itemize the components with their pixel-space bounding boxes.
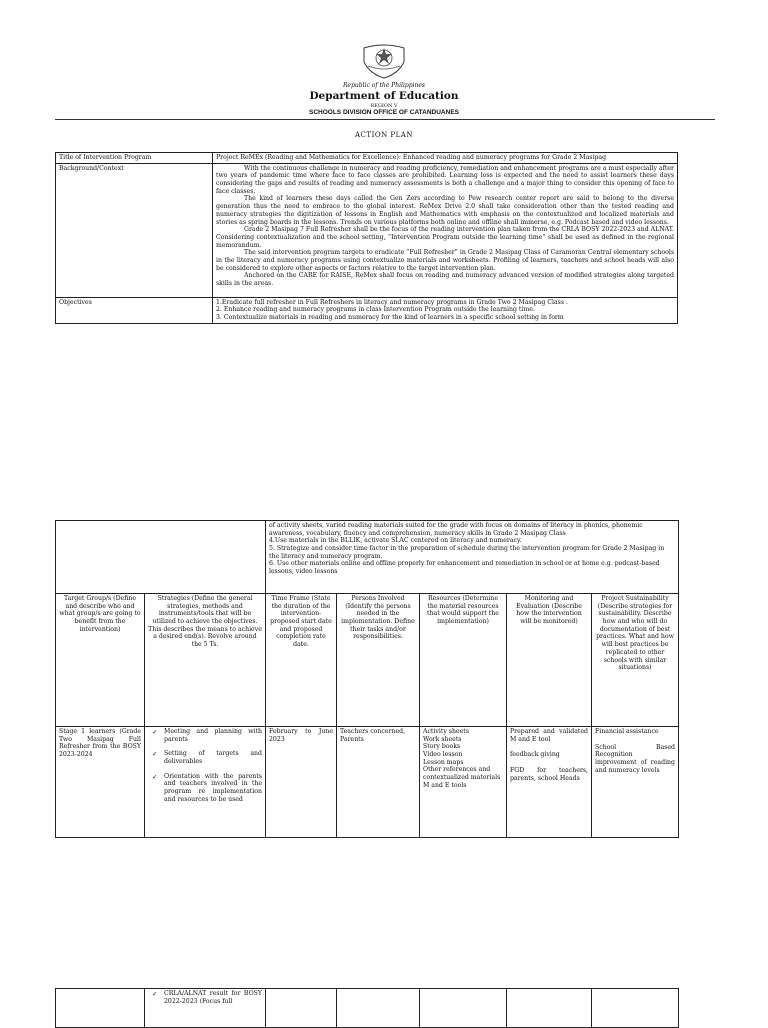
background-label: Background/Context <box>56 163 213 297</box>
empty-cell <box>56 989 145 1028</box>
background-paragraph: Grade 2 Masipag 7 Full Refresher shall be the focus of the reading intervention plan taken from the CRLA BOSY 2022-2023 and ALNAT. Considering contextualization and the school setting, “Intervention Program outside the learning time” shall be used as defined in the regional memorandum. <box>216 226 674 249</box>
table-row <box>56 521 679 594</box>
department-name: Department of Education <box>309 90 459 102</box>
division-name: SCHOOLS DIVISION OFFICE OF CATANDUANES <box>309 109 459 116</box>
resources-cell <box>420 727 507 838</box>
background-value <box>213 163 678 297</box>
col-strategies: Strategies (Define the general strategies, methods and instruments/tools that will be utilized to achieve the objectives. This describes the means to achieve a desired end(s). Revolve around the 5 Ts. <box>145 594 266 727</box>
region-line: REGION V <box>370 103 398 109</box>
monitoring-line: FGD for teachers, parents, school Heads <box>510 767 588 782</box>
objectives-continuation <box>266 521 679 594</box>
strategies-cell <box>145 727 266 838</box>
strategy-item: ✓ Orientation with the parents and teachers involved in the program re implementation and resources to be used <box>148 773 262 804</box>
empty-cell <box>420 989 507 1028</box>
objectives-value <box>213 297 678 323</box>
resource-line: Work sheets <box>423 735 462 743</box>
strategies-cell <box>145 989 266 1028</box>
table-row <box>56 153 678 164</box>
resource-line: M and E tools <box>423 781 467 789</box>
resource-line: Video lesson <box>423 751 463 759</box>
plan-summary-table <box>55 152 678 324</box>
column-header-row <box>56 594 679 727</box>
monitoring-cell <box>507 727 592 838</box>
person-line: Teachers concerned, <box>340 728 406 735</box>
background-paragraph: The said intervention program targets to eradicate “Full Refresher” in Grade 2 Masipag Class of Caramoran Central elementary schools in the literacy and numeracy programs using contextualize materials and worksheets. Profiling of learners, teachers and school heads will also be considered to explore other aspects or factors relative to the target intervention plan. <box>216 249 674 272</box>
header-divider <box>55 119 715 120</box>
person-line: Parents <box>340 735 364 743</box>
republic-line: Republic of the Philippines <box>343 82 425 89</box>
background-paragraph: Anchored on the CARE for RAISE, ReMex shall focus on reading and numeracy advanced version of modified strategies along targeted skills in the areas. <box>216 272 674 287</box>
continuation-line: of activity sheets, varied reading materials suited for the grade with focus on domains of literacy in phonics, phonemic awareness, vocabulary, fluency and comprehension, numeracy skills in Grade 2 Masipag Class <box>269 522 643 537</box>
objective-item: 3. Contextualize materials in reading and numeracy for the kind of learners in a specific school setting in form <box>216 314 564 322</box>
empty-cell <box>266 989 337 1028</box>
title-value: Project ReMEx (Reading and Mathematics for Excellence): Enhanced reading and numeracy programs for Grade 2 Masipag <box>213 153 678 164</box>
time-frame-cell: February to June 2023 <box>266 727 337 838</box>
objectives-label: Objectives <box>56 297 213 323</box>
deped-seal-icon <box>358 40 410 80</box>
monitoring-line: Prepared and validated M and E tool <box>510 728 588 743</box>
resource-line: Activity sheets <box>423 728 469 735</box>
col-sustainability: Project Sustainability (Describe strategies for sustainability. Describe how and who will do documentation of best practices. What and how will best practices be replicated to other schools with similar situations) <box>592 594 679 727</box>
persons-cell <box>337 727 420 838</box>
strategy-item: ✓ Meeting and planning with parents <box>148 728 262 743</box>
continuation-line: 4.Use materials in the BLLIK, activate SLAC centered on literacy and numeracy. <box>269 537 522 545</box>
table-row <box>56 297 678 323</box>
strategy-item: ✓ CRLA/ALNAT result for BOSY 2022-2023 (Focus full <box>148 990 262 1005</box>
col-target-group: Target Group/s (Define and describe who and what group/s are going to benefit from the intervention) <box>56 594 145 727</box>
continuation-line: 5. Strategize and consider time factor in the preparation of schedule during the intervention program for Grade 2 Masipag in the literacy and numeracy program. <box>269 545 665 560</box>
table-row <box>56 727 679 838</box>
table-row <box>56 989 679 1028</box>
background-paragraph: The kind of learners these days called the Gen Zers according to Pew research center report are said to belong to the diverse generation thus the need to embrace to the global interest. ReMex Drive 2.0 shall take consideration other than the tested reading and numeracy strategies the digitization of lessons in English and Mathematics with emphasis on the contextualized and localized materials and stories as spring boards in the lessons. Trends on various platforms both online and offline shall immerse, e.g. Podcast based and video lessons. <box>216 195 674 226</box>
action-plan-table-continued <box>55 988 679 1028</box>
resource-line: Other references and contextualized materials <box>423 766 501 782</box>
objective-item: 1.Eradicate full refresher in Full Refreshers in literacy and numeracy programs in Grade Two 2 Masipag Class . <box>216 298 568 306</box>
resource-line: Story books <box>423 743 461 751</box>
col-monitoring: Monitoring and Evaluation (Describe how the intervention will be monitored) <box>507 594 592 727</box>
empty-cell <box>56 521 266 594</box>
col-time-frame: Time Frame (State the duration of the intervention- proposed start date and proposed completion rate date. <box>266 594 337 727</box>
letterhead <box>0 0 768 120</box>
empty-cell <box>337 989 420 1028</box>
background-paragraph: With the continuous challenge in numeracy and reading proficiency, remediation and enhancement programs are a must especially after two years of pandemic time where face to face classes are prohibited. Learning loss is expected and the need to assist learners these days considering the gaps and results of reading and numeracy assessments is both a challenge and a major thing to consider this opening of face to face classes. <box>216 164 674 195</box>
continuation-line: 6. Use other materials online and offline properly for enhancement and remediation in school or at home e.g. podcast-based lessons, video lessons <box>269 560 660 576</box>
title-label: Title of Intervention Program <box>56 153 213 164</box>
monitoring-line: feedback giving <box>510 751 560 759</box>
resource-line: Lesson maps <box>423 758 464 766</box>
col-persons-involved: Persons Involved (Identify the persons needed in the implementation. Define their tasks and/or responsibilities. <box>337 594 420 727</box>
sustainability-line: Financial assistance <box>595 728 659 735</box>
empty-cell <box>507 989 592 1028</box>
sustainability-cell <box>592 727 679 838</box>
action-plan-table <box>55 520 679 838</box>
empty-cell <box>592 989 679 1028</box>
col-resources: Resources (Determine the material resources that would support the implementation) <box>420 594 507 727</box>
objective-item: 2. Enhance reading and numeracy programs in class Intervention Program outside the learning time. <box>216 306 535 314</box>
table-row <box>56 163 678 297</box>
sustainability-line: School Based Recognition improvement of reading and numeracy levels <box>595 743 675 774</box>
doc-title: ACTION PLAN <box>355 131 413 139</box>
strategy-item: ✓ Setting of targets and deliverables <box>148 750 262 765</box>
target-cell: Stage 1 learners (Grade Two Masipag Full Refresher from the BOSY 2023-2024 <box>56 727 145 838</box>
